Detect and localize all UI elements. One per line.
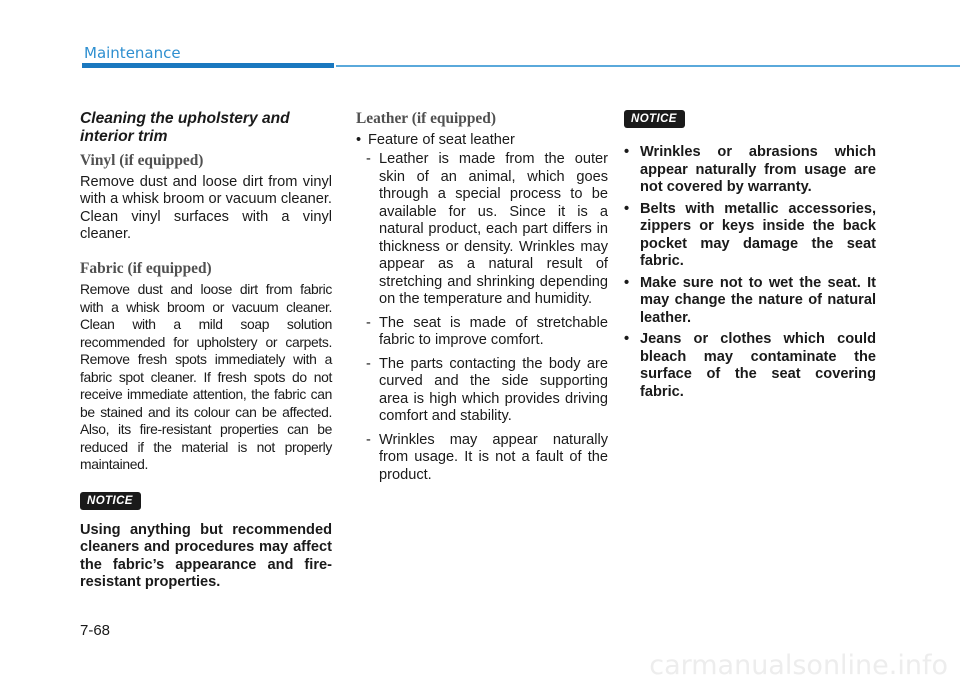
middle-column [356,110,608,490]
notice-badge: NOTICE [80,492,141,510]
leather-bullet-text: Feature of seat leather [368,131,515,148]
notice-bullet-text: Belts with metallic accessories, zippers or keys inside the back pocket may damage the seat fabric. [640,200,876,269]
notice-badge: NOTICE [624,110,685,128]
section-header-title: Maintenance [84,44,181,62]
watermark: carmanualsonline.info [649,650,948,681]
leather-sub-list [366,151,608,484]
section-title: Cleaning the upholstery and interior trim [80,110,290,145]
bullet-dot: • [356,131,362,148]
left-column [80,110,332,592]
notice-bullet-text: Wrinkles or abrasions which appear naturally from usage are not covered by warranty. [640,144,876,195]
list-item: - The parts contacting the body are curved and the side supporting area is high which provides driving comfort and stability. [366,355,608,424]
list-item-text: The seat is made of stretchable fabric to improve comfort. [379,314,608,348]
list-item: - Wrinkles may appear naturally from usage. It is not a fault of the product. [366,431,608,483]
list-item-text: The parts contacting the body are curved and the side supporting area is high which provides driving comfort and stability. [379,355,608,424]
header-rule-dark [82,63,334,68]
list-item-text: Leather is made from the outer skin of an animal, which goes through a special process to be available for us. Since it is a natural product, each part differs in thickness or density. Wrinkles may appear as a natural result of stretching and shrinking depending on the temperature and humidity. [379,151,608,307]
right-column [624,110,876,405]
vinyl-title: Vinyl (if equipped) [80,152,204,169]
vinyl-text: Remove dust and loose dirt from vinyl with a whisk broom or vacuum cleaner. Clean vinyl surfaces with a vinyl cleaner. [80,173,332,242]
leather-title: Leather (if equipped) [356,110,496,127]
notice-bullet-text: Make sure not to wet the seat. It may change the nature of natural leather. [640,274,876,326]
notice-bullet-text: Jeans or clothes which could bleach may contaminate the surface of the seat covering fabric. [640,331,876,400]
leather-bullet [356,132,608,150]
notice-text: Using anything but recommended cleaners and procedures may affect the fabric’s appearance and fire-resistant properties. [80,521,332,590]
list-item: - Leather is made from the outer skin of an animal, which goes through a special process to be available for us. Since it is a natural product, each part differs in thickness or density. Wrinkles may appear as a natural result of stretching and shrinking depending on the temperature and humidity. [366,151,608,307]
list-item-text: Wrinkles may appear naturally from usage. It is not a fault of the product. [379,431,608,483]
notice-bullet: • Belts with metallic accessories, zippers or keys inside the back pocket may damage the seat fabric. [624,200,876,269]
notice-bullet: • Make sure not to wet the seat. It may change the nature of natural leather. [624,274,876,326]
list-item: - The seat is made of stretchable fabric to improve comfort. [366,314,608,348]
notice-bullet: • Jeans or clothes which could bleach may contaminate the surface of the seat covering fabric. [624,331,876,400]
notice-bullet: • Wrinkles or abrasions which appear naturally from usage are not covered by warranty. [624,144,876,195]
fabric-title: Fabric (if equipped) [80,259,212,277]
page-number: 7-68 [80,622,111,639]
header-rule-light [336,65,960,67]
fabric-text: Remove dust and loose dirt from fabric with a whisk broom or vacuum cleaner. Clean with a mild soap solution recommended for upholstery or carpets. Remove fresh spots immediately with a fabric spot cleaner. If fresh spots do not receive immediate attention, the fabric can be stained and its colour can be affected. Also, its fire-resistant properties can be reduced if the material is not properly maintained. [80,281,332,472]
